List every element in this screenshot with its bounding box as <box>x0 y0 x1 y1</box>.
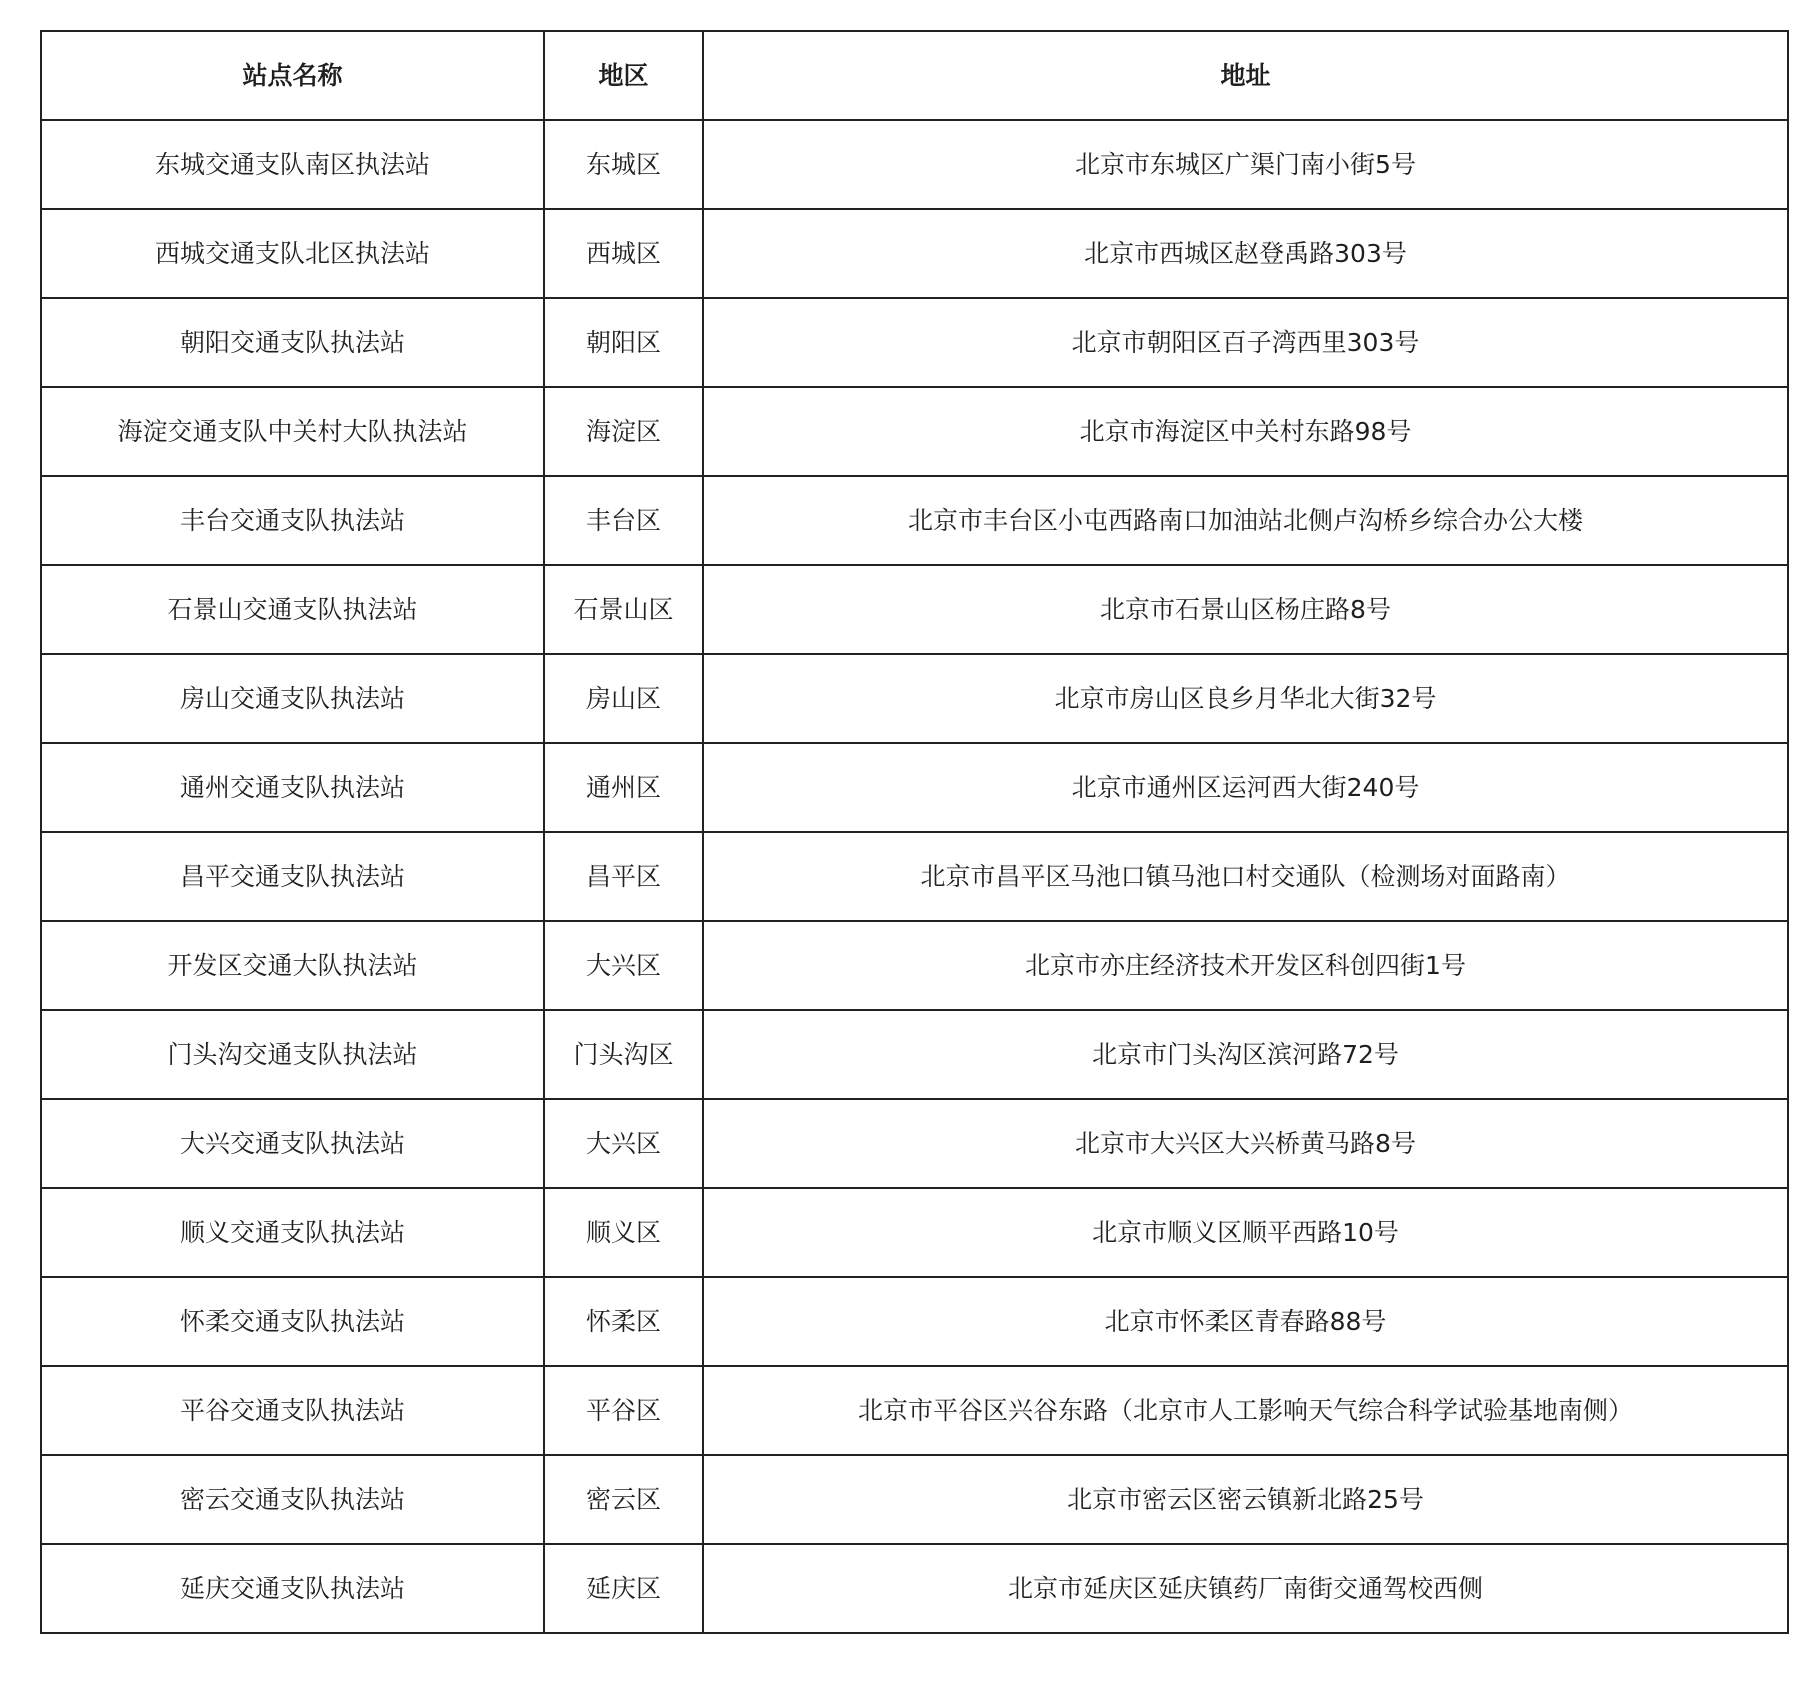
column-header-address: 地址 <box>703 31 1788 120</box>
station-name-cell: 顺义交通支队执法站 <box>41 1188 544 1277</box>
address-cell: 北京市通州区运河西大街240号 <box>703 743 1788 832</box>
address-cell: 北京市西城区赵登禹路303号 <box>703 209 1788 298</box>
address-cell: 北京市平谷区兴谷东路（北京市人工影响天气综合科学试验基地南侧） <box>703 1366 1788 1455</box>
district-cell: 通州区 <box>544 743 703 832</box>
district-cell: 房山区 <box>544 654 703 743</box>
station-name-cell: 密云交通支队执法站 <box>41 1455 544 1544</box>
address-cell: 北京市大兴区大兴桥黄马路8号 <box>703 1099 1788 1188</box>
station-name-cell: 平谷交通支队执法站 <box>41 1366 544 1455</box>
station-name-cell: 延庆交通支队执法站 <box>41 1544 544 1633</box>
address-cell: 北京市亦庄经济技术开发区科创四街1号 <box>703 921 1788 1010</box>
address-cell: 北京市顺义区顺平西路10号 <box>703 1188 1788 1277</box>
station-name-cell: 海淀交通支队中关村大队执法站 <box>41 387 544 476</box>
district-cell: 平谷区 <box>544 1366 703 1455</box>
district-cell: 石景山区 <box>544 565 703 654</box>
district-cell: 大兴区 <box>544 1099 703 1188</box>
table-row <box>41 1010 1788 1099</box>
district-cell: 西城区 <box>544 209 703 298</box>
table-row <box>41 1366 1788 1455</box>
station-name-cell: 朝阳交通支队执法站 <box>41 298 544 387</box>
address-cell: 北京市丰台区小屯西路南口加油站北侧卢沟桥乡综合办公大楼 <box>703 476 1788 565</box>
table-row <box>41 209 1788 298</box>
district-cell: 大兴区 <box>544 921 703 1010</box>
district-cell: 朝阳区 <box>544 298 703 387</box>
column-header-station-name: 站点名称 <box>41 31 544 120</box>
district-cell: 门头沟区 <box>544 1010 703 1099</box>
station-name-cell: 大兴交通支队执法站 <box>41 1099 544 1188</box>
table-row <box>41 120 1788 209</box>
district-cell: 丰台区 <box>544 476 703 565</box>
table-row <box>41 476 1788 565</box>
address-cell: 北京市海淀区中关村东路98号 <box>703 387 1788 476</box>
table-row <box>41 1188 1788 1277</box>
table-row <box>41 298 1788 387</box>
station-name-cell: 石景山交通支队执法站 <box>41 565 544 654</box>
table-row <box>41 1099 1788 1188</box>
table-row <box>41 1455 1788 1544</box>
station-name-cell: 怀柔交通支队执法站 <box>41 1277 544 1366</box>
station-name-cell: 丰台交通支队执法站 <box>41 476 544 565</box>
station-table <box>40 30 1789 1634</box>
station-name-cell: 门头沟交通支队执法站 <box>41 1010 544 1099</box>
address-cell: 北京市房山区良乡月华北大街32号 <box>703 654 1788 743</box>
table-row <box>41 1544 1788 1633</box>
address-cell: 北京市门头沟区滨河路72号 <box>703 1010 1788 1099</box>
address-cell: 北京市延庆区延庆镇药厂南街交通驾校西侧 <box>703 1544 1788 1633</box>
district-cell: 东城区 <box>544 120 703 209</box>
address-cell: 北京市石景山区杨庄路8号 <box>703 565 1788 654</box>
district-cell: 顺义区 <box>544 1188 703 1277</box>
district-cell: 海淀区 <box>544 387 703 476</box>
address-cell: 北京市东城区广渠门南小街5号 <box>703 120 1788 209</box>
table-row <box>41 1277 1788 1366</box>
table-row <box>41 921 1788 1010</box>
table-row <box>41 832 1788 921</box>
station-name-cell: 房山交通支队执法站 <box>41 654 544 743</box>
station-name-cell: 东城交通支队南区执法站 <box>41 120 544 209</box>
table-row <box>41 743 1788 832</box>
address-cell: 北京市怀柔区青春路88号 <box>703 1277 1788 1366</box>
column-header-district: 地区 <box>544 31 703 120</box>
station-name-cell: 西城交通支队北区执法站 <box>41 209 544 298</box>
address-cell: 北京市昌平区马池口镇马池口村交通队（检测场对面路南） <box>703 832 1788 921</box>
table-header-row <box>41 31 1788 120</box>
address-cell: 北京市密云区密云镇新北路25号 <box>703 1455 1788 1544</box>
table-row <box>41 654 1788 743</box>
station-name-cell: 通州交通支队执法站 <box>41 743 544 832</box>
station-table-container <box>40 30 1787 1634</box>
station-name-cell: 开发区交通大队执法站 <box>41 921 544 1010</box>
district-cell: 怀柔区 <box>544 1277 703 1366</box>
table-row <box>41 387 1788 476</box>
district-cell: 昌平区 <box>544 832 703 921</box>
table-body <box>41 120 1788 1633</box>
district-cell: 延庆区 <box>544 1544 703 1633</box>
district-cell: 密云区 <box>544 1455 703 1544</box>
table-row <box>41 565 1788 654</box>
station-name-cell: 昌平交通支队执法站 <box>41 832 544 921</box>
address-cell: 北京市朝阳区百子湾西里303号 <box>703 298 1788 387</box>
